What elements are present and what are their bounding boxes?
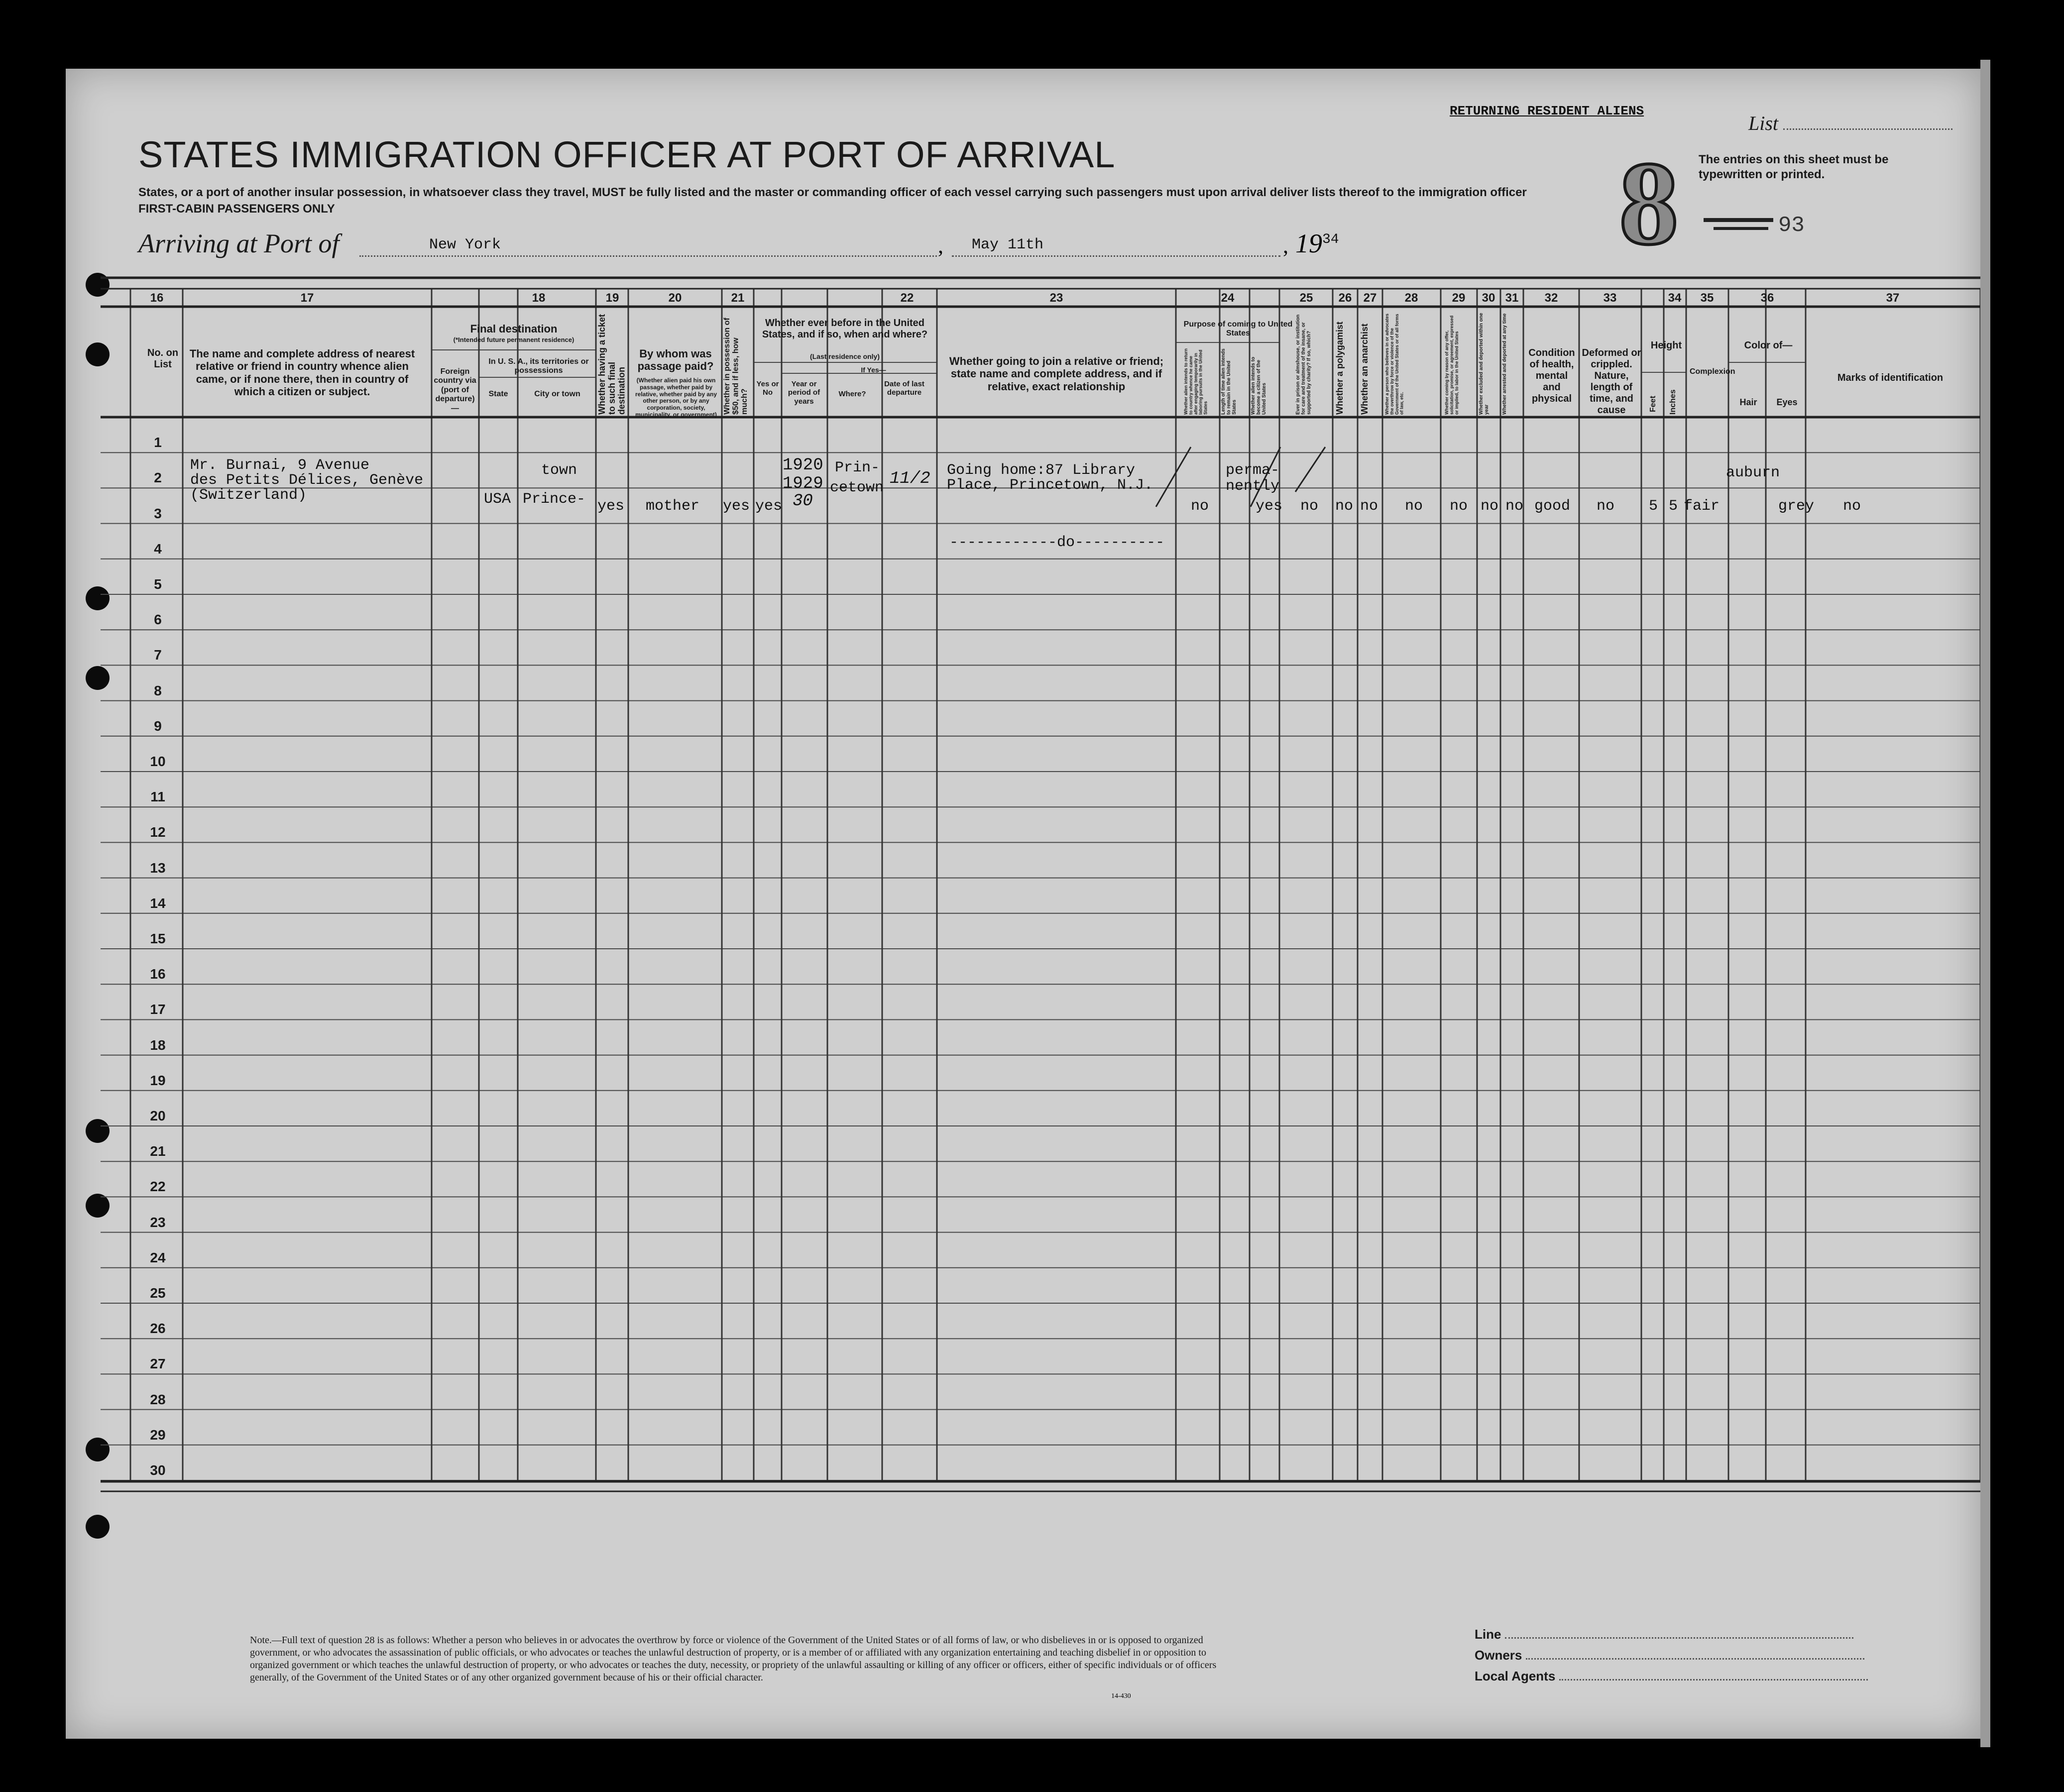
footer-line-label	[1475, 1627, 1853, 1642]
col32-header: Condition of health, mental and physical	[1528, 347, 1575, 404]
footer-agents-text: Local Agents	[1475, 1669, 1556, 1683]
entry1-year-c: 30	[793, 492, 813, 511]
col18-note: (*Intended future permanent residence)	[453, 336, 574, 343]
owners-field	[1526, 1651, 1864, 1660]
column-number: 21	[731, 291, 745, 305]
entry1-where-b: cetown	[830, 479, 884, 496]
col35-header: Complexion	[1690, 367, 1735, 376]
arriving-label: Arriving at Port of	[138, 228, 340, 258]
entry1-deformed: no	[1597, 498, 1615, 515]
entry1-citizen: yes	[1256, 498, 1283, 515]
entry1-city-a: town	[541, 462, 577, 479]
entry1-city-b: Prince-	[523, 491, 586, 508]
col22-where: Where?	[838, 390, 866, 398]
paper-edge	[1980, 60, 1990, 1747]
column-number: 17	[300, 291, 314, 305]
column-number: 35	[1700, 291, 1714, 305]
row-number: 27	[150, 1356, 166, 1372]
column-number: 16	[150, 291, 164, 305]
entry1-length-b: nently	[1226, 478, 1280, 495]
col22-yesno: Yes or No	[756, 380, 779, 397]
entry1-state: USA	[484, 491, 511, 508]
col20-header: By whom was passage paid?	[637, 347, 714, 373]
col36-eyes: Eyes	[1776, 397, 1798, 407]
column-number: 19	[605, 291, 619, 305]
year-prefix: 19	[1295, 228, 1322, 258]
column-number: 37	[1886, 291, 1900, 305]
entry1-year-b: 1929	[783, 474, 823, 493]
col24c-header: Whether alien intends to become a citizen of the United States	[1251, 356, 1267, 415]
sheet-number: 8	[1619, 137, 1679, 269]
entry1-join-a: Going home:87 Library	[947, 462, 1136, 479]
port-value: New York	[429, 236, 501, 253]
row-number: 2	[154, 470, 162, 486]
entry1-money: yes	[723, 498, 750, 515]
serial-number: 93	[1778, 213, 1805, 238]
col18-foreign: Foreign country via (port of departure)—	[434, 367, 476, 413]
row-number: 18	[150, 1037, 166, 1053]
column-number: 30	[1482, 291, 1495, 305]
year-suffix: 34	[1322, 232, 1339, 247]
col34-inches: Inches	[1669, 389, 1677, 415]
entry1-polygamist: no	[1335, 498, 1354, 515]
entry1-join-b: Place, Princetown, N.J.	[947, 477, 1153, 494]
row-number: 15	[150, 931, 166, 946]
entry1-excluded: no	[1481, 498, 1499, 515]
column-number: 23	[1049, 291, 1063, 305]
manifest-sheet	[66, 69, 1980, 1739]
row-number: 3	[154, 505, 162, 521]
entry2-ditto: ------------do----------	[949, 534, 1165, 551]
column-number: 25	[1299, 291, 1313, 305]
col18-header: Final destination	[470, 323, 558, 335]
col34-feet: Feet	[1649, 396, 1657, 412]
row-number: 13	[150, 860, 166, 876]
col25-header: Ever in prison or almshouse, or institution for care and treatment of the insane, or supported by charity? If so, which?	[1295, 314, 1312, 415]
column-number: 36	[1760, 291, 1774, 305]
entry1-prison: no	[1300, 498, 1319, 515]
row-number: 28	[150, 1391, 166, 1407]
column-number: 18	[532, 291, 546, 305]
entry1-anarchist: no	[1360, 498, 1378, 515]
col24b-header: Length of time alien intends to remain in the United States	[1221, 348, 1237, 415]
col18-usa: In U. S. A., its territories or possessions	[488, 357, 589, 375]
col34-header: Height	[1650, 340, 1682, 351]
col27-header: Whether an anarchist	[1360, 323, 1370, 415]
column-number: 24	[1221, 291, 1235, 305]
entry1-address-line1: Mr. Burnai, 9 Avenue	[190, 457, 370, 474]
col22-header: Whether ever before in the United States, and if so, when and where?	[762, 318, 928, 340]
returning-resident-aliens: RETURNING RESIDENT ALIENS	[1450, 104, 1644, 118]
entry1-before: yes	[755, 498, 783, 515]
column-number: 34	[1668, 291, 1682, 305]
row-number: 12	[150, 824, 166, 840]
row-number: 22	[150, 1179, 166, 1195]
column-number: 29	[1452, 291, 1466, 305]
comma: ,	[1283, 233, 1288, 258]
entry1-where-a: Prin-	[835, 459, 880, 476]
row-number: 7	[154, 647, 162, 663]
column-number: 22	[900, 291, 914, 305]
agents-field	[1559, 1672, 1868, 1680]
footer-note: Note.—Full text of question 28 is as follows: Whether a person who believes in or advocates the overthrow by force or violence of the Government of the United States or of all forms of law, or who disbelieves in or is opposed to organized government, or who advocates the assassination of public officials, or who advocates or teaches the unlawful destruction of property, or is a member of or affiliated with any organization entertaining and teaching disbelief in or opposition to organized government or which teaches the unlawful destruction of property, or who advocates or teaches the duty, necessity, or propriety of the unlawful assaulting or killing of any officer or officers, either of specific individuals or of officers generally, of the Government of the United States or of any other organized government because of his or their official character.	[250, 1635, 1217, 1683]
row-number: 10	[150, 754, 166, 769]
column-number: 31	[1505, 291, 1519, 305]
row-number: 4	[154, 541, 162, 557]
page-title: STATES IMMIGRATION OFFICER AT PORT OF ARRIVAL	[138, 134, 1116, 175]
entry1-arrested: no	[1505, 498, 1524, 515]
row-number: 16	[150, 966, 166, 982]
col21-header: Whether in possession of $50, and if less, how much?	[723, 318, 749, 415]
col28-header: Whether a person who believes in or advocates the overthrow by force or violence of the Government of the United States or of all forms of law, etc.	[1384, 313, 1404, 415]
col30-header: Whether excluded and deported within one year	[1479, 313, 1490, 415]
entry1-return: no	[1191, 498, 1209, 515]
slash-marks	[66, 69, 1980, 566]
col20-note: (Whether alien paid his own passage, whether paid by relative, whether paid by any other person, or by any corporation, society, municipality, or government)	[635, 377, 717, 418]
entry1-health: good	[1534, 498, 1571, 515]
entry1-eyes: grey	[1778, 498, 1815, 515]
column-number: 28	[1404, 291, 1418, 305]
row-number: 29	[150, 1427, 166, 1443]
page-subtitle: States, or a port of another insular possession, in whatsoever class they travel, MUST be fully listed and the master or commanding officer of each vessel carrying such passengers must upon arrival deliver lists thereof to the immigration officer	[138, 186, 1527, 199]
entry1-date-last: 11/2	[890, 469, 930, 488]
footer-owners-label	[1475, 1648, 1864, 1663]
row-number: 8	[154, 682, 162, 698]
row-number: 20	[150, 1108, 166, 1123]
col17-header: The name and complete address of nearest relative or friend in country whence alien came, or if none there, then in country of which a citizen or subject.	[189, 347, 415, 398]
col19-header: Whether having a ticket to such final destination	[597, 314, 627, 415]
form-number: 14-430	[1111, 1692, 1131, 1700]
entry1-paid-by: mother	[646, 498, 700, 515]
column-number: 20	[668, 291, 682, 305]
col23-header: Whether going to join a relative or friend; state name and complete address, and if relative, exact relationship	[949, 355, 1164, 393]
row-number: 17	[150, 1002, 166, 1017]
col37-header: Marks of identification	[1837, 372, 1944, 383]
entries-note: The entries on this sheet must be typewritten or printed.	[1699, 153, 1889, 181]
col22-year: Year or period of years	[788, 380, 820, 406]
row-number: 5	[154, 576, 162, 592]
col36-hair: Hair	[1739, 397, 1757, 407]
entry1-length-a: perma-	[1226, 462, 1280, 479]
entry1-overthrow: no	[1405, 498, 1423, 515]
entry1-address-line2: des Petits Délices, Genève	[190, 472, 424, 489]
row-number: 30	[150, 1462, 166, 1478]
col24-header: Purpose of coming to United States	[1183, 320, 1293, 338]
entry1-offer: no	[1450, 498, 1468, 515]
col29-header: Whether coming by reason of any offer, solicitation, promise, or agreement, expressed or implied, to labor in the United States	[1444, 315, 1459, 415]
col22-note: (Last residence only)	[809, 352, 880, 360]
col36-header: Color of—	[1744, 340, 1793, 351]
footer-agents-label	[1475, 1669, 1868, 1684]
line-field	[1505, 1630, 1853, 1639]
footer-owners-text: Owners	[1475, 1648, 1522, 1663]
row-number: 14	[150, 895, 166, 911]
col18-city: City or town	[534, 390, 580, 398]
col22-ifyes: If Yes—	[861, 366, 886, 374]
entry1-marks: no	[1843, 498, 1861, 515]
class-line: FIRST-CABIN PASSENGERS ONLY	[138, 202, 335, 216]
row-number: 26	[150, 1321, 166, 1337]
col31-header: Whether arrested and deported at any time	[1502, 313, 1507, 415]
column-number: 27	[1363, 291, 1377, 305]
entry1-address-line3: (Switzerland)	[190, 487, 307, 504]
column-number: 33	[1603, 291, 1617, 305]
col22-date: Date of last departure	[884, 380, 924, 397]
column-number: 26	[1338, 291, 1352, 305]
row-number: 25	[150, 1285, 166, 1301]
row-number: 21	[150, 1143, 166, 1159]
row-number: 23	[150, 1214, 166, 1230]
col24a-header: Whether alien intends to return to country whence he came after engaging temporarily in laboring pursuits in the United States	[1183, 348, 1208, 415]
footer-line-text: Line	[1475, 1627, 1501, 1642]
row-number: 6	[154, 612, 162, 628]
date-value: May 11th	[972, 236, 1044, 253]
entry1-hair: auburn	[1726, 464, 1780, 481]
entry1-complexion: fair	[1684, 498, 1720, 515]
entry1-year-a: 1920	[783, 456, 823, 475]
col16-header: No. on List	[147, 347, 179, 370]
row-number: 1	[154, 435, 162, 450]
col26-header: Whether a polygamist	[1335, 321, 1345, 415]
row-number: 11	[150, 789, 165, 805]
row-number: 19	[150, 1072, 166, 1088]
row-number: 9	[154, 718, 162, 734]
row-number: 24	[150, 1249, 166, 1265]
entry1-ticket: yes	[597, 498, 625, 515]
comma: ,	[938, 233, 943, 258]
entry1-feet: 5	[1649, 498, 1658, 515]
list-label-text: List	[1748, 112, 1779, 134]
entry1-inches: 5	[1669, 498, 1678, 515]
column-number: 32	[1544, 291, 1558, 305]
col18-state: State	[488, 390, 508, 398]
col33-header: Deformed or crippled. Nature, length of time, and cause	[1582, 347, 1641, 416]
